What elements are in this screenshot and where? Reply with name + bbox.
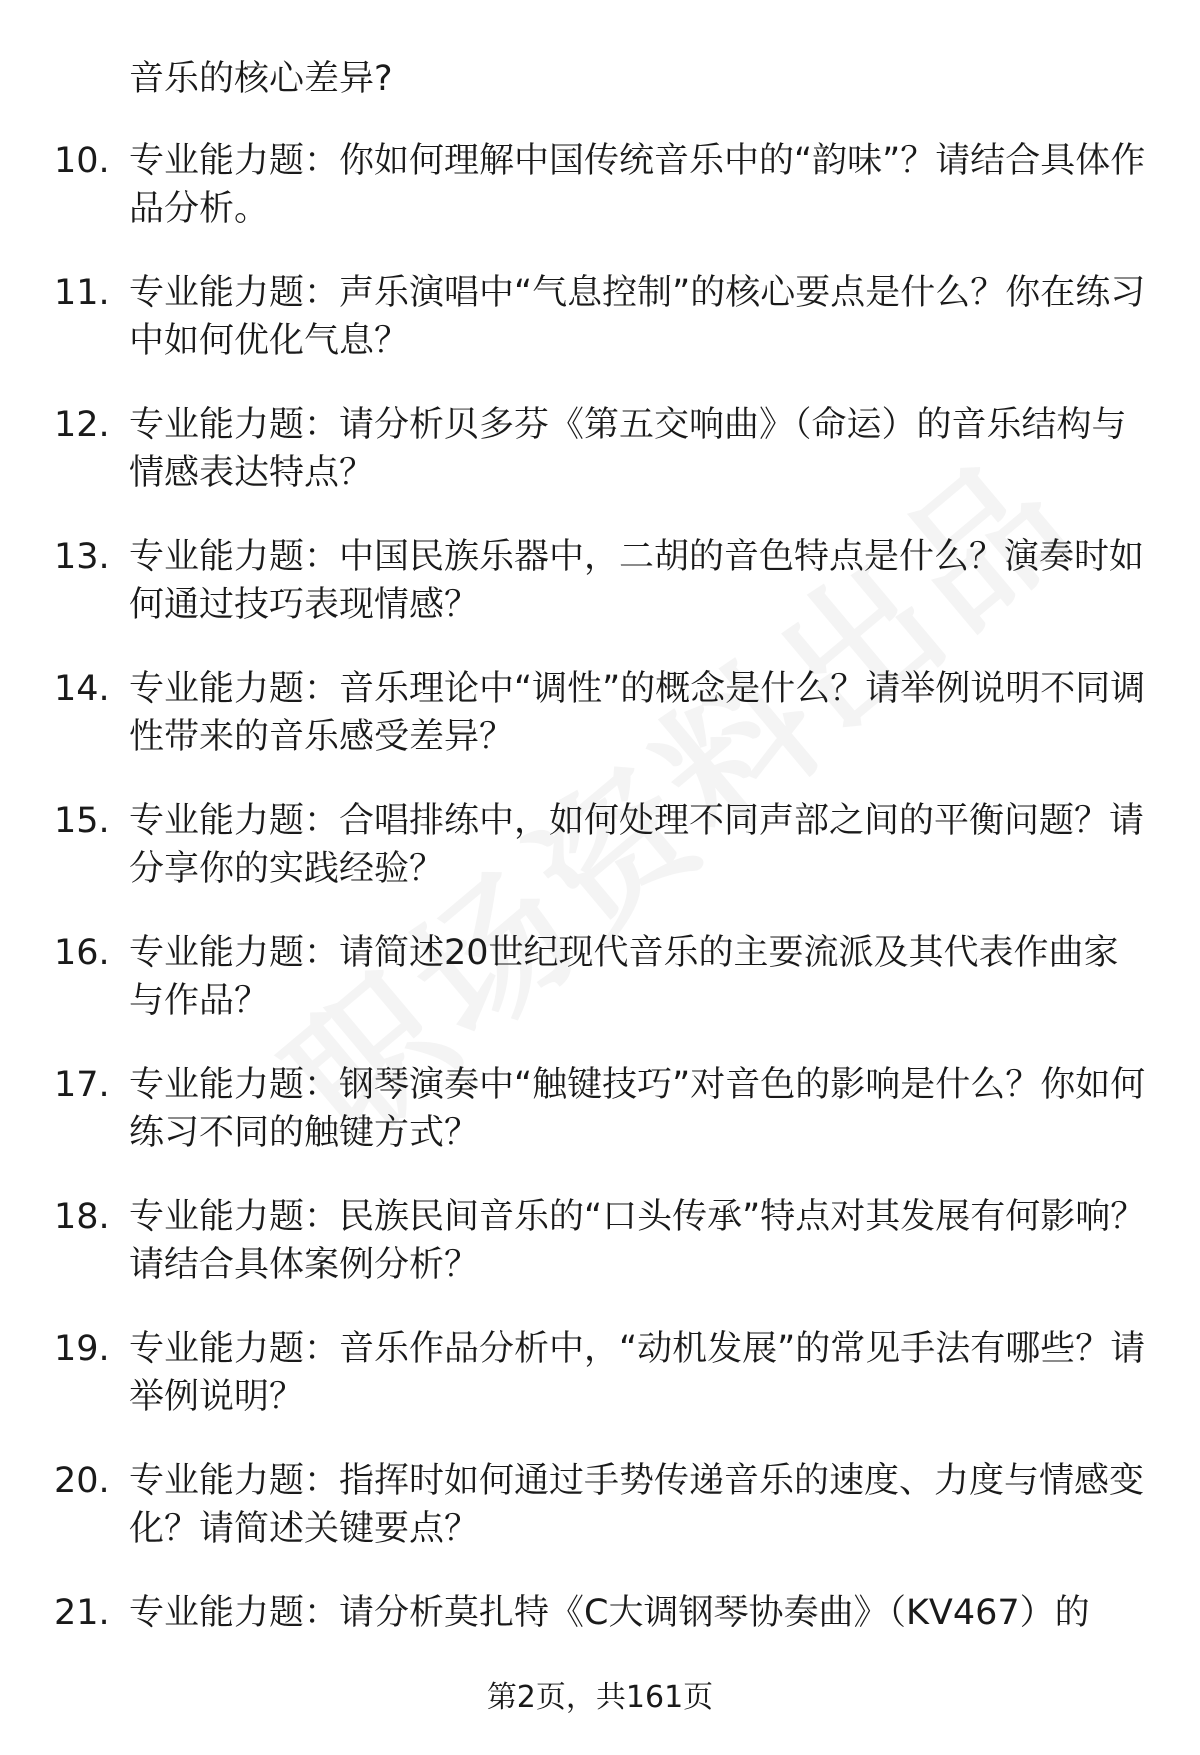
question-item (0, 401, 1200, 533)
question-item (0, 1457, 1200, 1589)
question-item (0, 1193, 1200, 1325)
continuation-text: 音乐的核心差异? (129, 59, 393, 99)
question-item (0, 929, 1200, 1061)
question-number: 15. (54, 801, 110, 841)
question-text: 专业能力题：请分析莫扎特《C大调钢琴协奏曲》（KV467）的 (129, 1593, 1090, 1633)
question-number: 13. (54, 537, 110, 577)
question-number: 12. (54, 405, 110, 445)
question-item (0, 797, 1200, 929)
question-number: 18. (54, 1197, 110, 1237)
question-text: 专业能力题：钢琴演奏中“触键技巧”对音色的影响是什么？你如何练习不同的触键方式？ (129, 1065, 1146, 1153)
question-number: 10. (54, 141, 110, 181)
question-item (0, 665, 1200, 797)
question-text: 专业能力题：声乐演唱中“气息控制”的核心要点是什么？你在练习中如何优化气息？ (129, 273, 1146, 361)
question-number: 21. (54, 1593, 110, 1633)
question-text: 专业能力题：音乐作品分析中，“动机发展”的常见手法有哪些？请举例说明？ (129, 1329, 1146, 1417)
question-number: 19. (54, 1329, 110, 1369)
question-text: 专业能力题：合唱排练中，如何处理不同声部之间的平衡问题？请分享你的实践经验？ (129, 801, 1145, 889)
question-number: 16. (54, 933, 110, 973)
question-number: 14. (54, 669, 110, 709)
question-item (0, 269, 1200, 401)
question-number: 17. (54, 1065, 110, 1105)
question-text: 专业能力题：音乐理论中“调性”的概念是什么？请举例说明不同调性带来的音乐感受差异？ (129, 669, 1146, 757)
question-text: 专业能力题：请分析贝多芬《第五交响曲》（命运）的音乐结构与情感表达特点？ (129, 405, 1127, 493)
question-text: 专业能力题：你如何理解中国传统音乐中的“韵味”？请结合具体作品分析。 (129, 141, 1146, 229)
question-item (0, 1061, 1200, 1193)
question-text: 专业能力题：民族民间音乐的“口头传承”特点对其发展有何影响？请结合具体案例分析？ (129, 1197, 1146, 1285)
question-list (0, 137, 1200, 1721)
question-item (0, 1325, 1200, 1457)
question-text: 专业能力题：指挥时如何通过手势传递音乐的速度、力度与情感变化？请简述关键要点？ (129, 1461, 1145, 1549)
question-number: 20. (54, 1461, 110, 1501)
question-text: 专业能力题：中国民族乐器中，二胡的音色特点是什么？演奏时如何通过技巧表现情感？ (129, 537, 1145, 625)
question-item (0, 533, 1200, 665)
question-number: 11. (54, 273, 110, 313)
page-footer: 第2页，共161页 (486, 1680, 714, 1715)
question-item (0, 137, 1200, 269)
question-text: 专业能力题：请简述20世纪现代音乐的主要流派及其代表作曲家与作品？ (129, 933, 1119, 1021)
